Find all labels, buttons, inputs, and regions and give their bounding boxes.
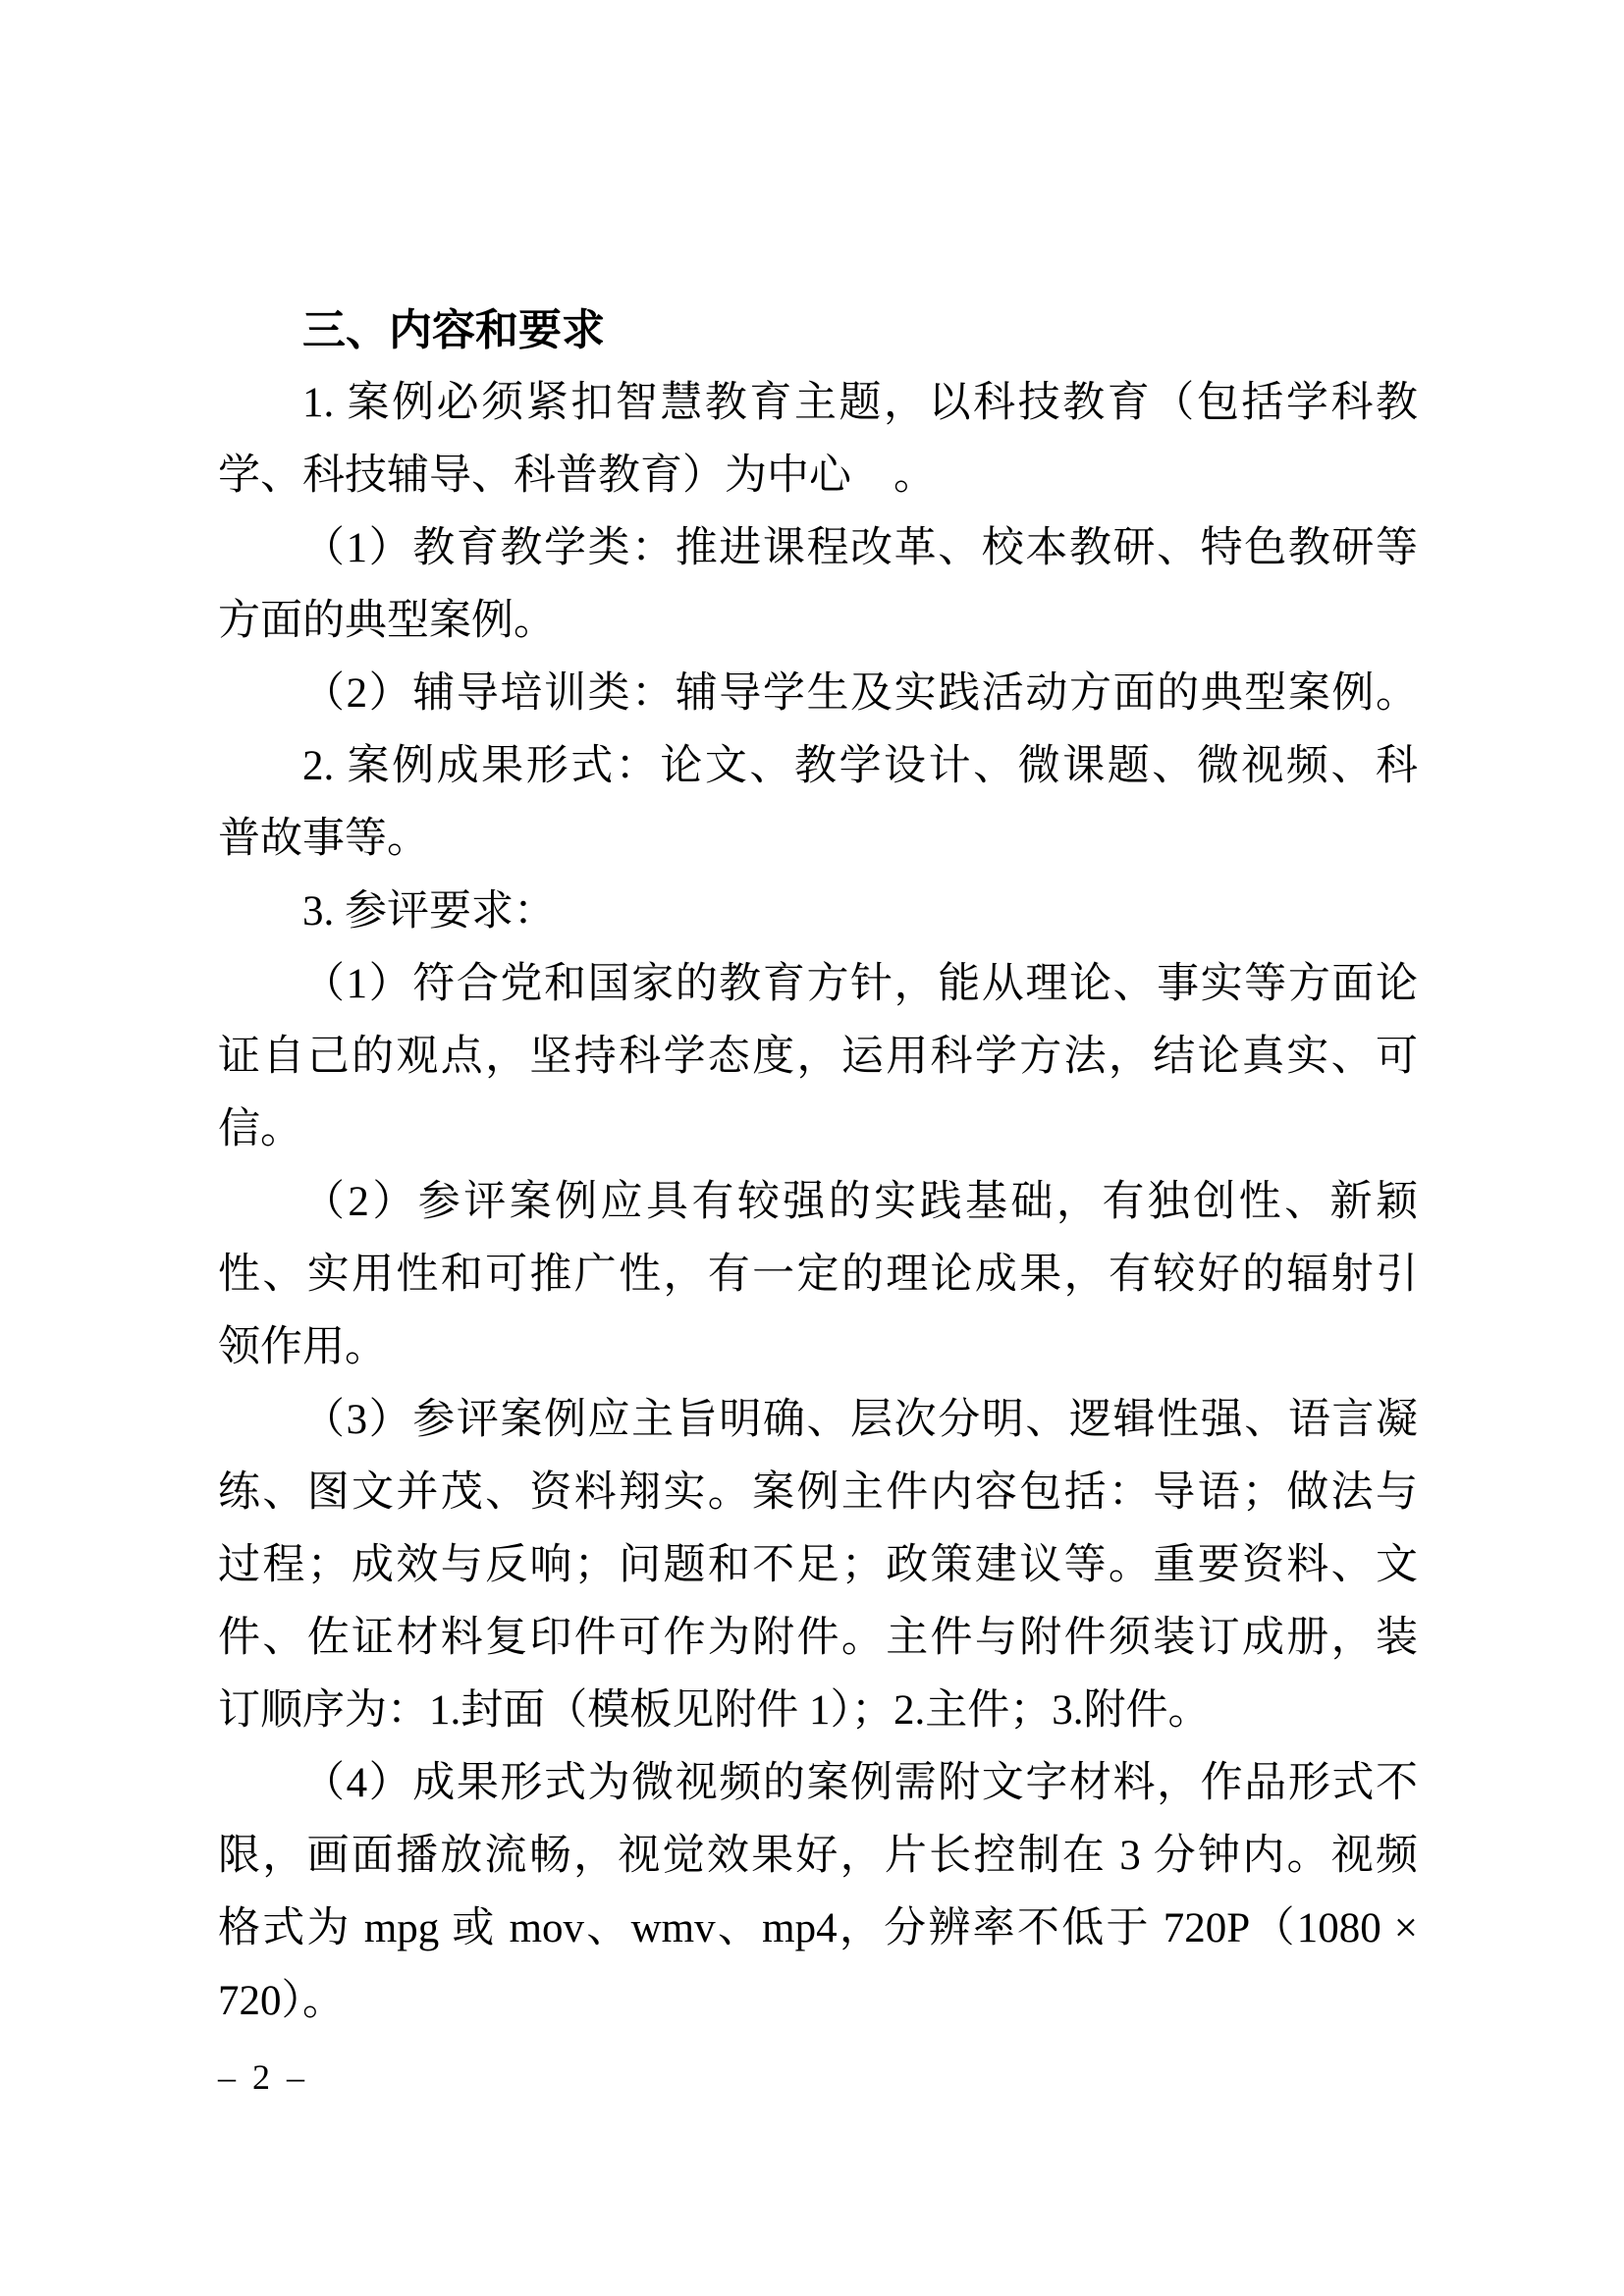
text-line: 720）。 bbox=[218, 1978, 345, 2024]
text-line: 性、实用性和可推广性，有一定的理论成果，有较好的辐射引 bbox=[218, 1252, 1418, 1298]
text-line: 普故事等。 bbox=[218, 816, 429, 862]
text-line: 过程；成效与反响；问题和不足；政策建议等。重要资料、文 bbox=[218, 1542, 1418, 1588]
text-line: 1. 案例必须紧扣智慧教育主题，以科技教育（包括学科教 bbox=[302, 380, 1418, 426]
text-line: （1）符合党和国家的教育方针，能从理论、事实等方面论 bbox=[302, 961, 1418, 1007]
text-line: （2）参评案例应具有较强的实践基础，有独创性、新颖 bbox=[302, 1179, 1418, 1225]
document-body bbox=[218, 294, 1418, 2038]
text-line: 信。 bbox=[218, 1106, 302, 1152]
text-line: 订顺序为：1.封面（模板见附件 1）；2.主件；3.附件。 bbox=[218, 1687, 1211, 1734]
text-line: 学、科技辅导、科普教育）为中心 。 bbox=[218, 453, 936, 499]
section-heading: 三、内容和要求 bbox=[302, 306, 605, 354]
text-line: 证自己的观点，坚持科学态度，运用科学方法，结论真实、可 bbox=[218, 1034, 1418, 1080]
text-line: 2. 案例成果形式：论文、教学设计、微课题、微视频、科 bbox=[302, 743, 1418, 789]
text-line: （3）参评案例应主旨明确、层次分明、逻辑性强、语言凝 bbox=[302, 1397, 1418, 1443]
text-line: （2）辅导培训类：辅导学生及实践活动方面的典型案例。 bbox=[302, 670, 1418, 717]
text-line: （1）教育教学类：推进课程改革、校本教研、特色教研等 bbox=[302, 525, 1418, 571]
page-number: – 2 – bbox=[218, 2057, 308, 2097]
text-line: 领作用。 bbox=[218, 1324, 387, 1370]
text-line: 限，画面播放流畅，视觉效果好，片长控制在 3 分钟内。视频 bbox=[218, 1833, 1418, 1879]
text-line: （4）成果形式为微视频的案例需附文字材料，作品形式不 bbox=[302, 1760, 1418, 1806]
text-line: 方面的典型案例。 bbox=[218, 598, 556, 644]
text-line: 3. 参评要求： bbox=[302, 888, 556, 934]
text-line: 练、图文并茂、资料翔实。案例主件内容包括：导语；做法与 bbox=[218, 1469, 1418, 1516]
text-line: 格式为 mpg 或 mov、wmv、mp4，分辨率不低于 720P（1080 × bbox=[218, 1905, 1418, 1951]
text-line: 件、佐证材料复印件可作为附件。主件与附件须装订成册，装 bbox=[218, 1615, 1418, 1661]
